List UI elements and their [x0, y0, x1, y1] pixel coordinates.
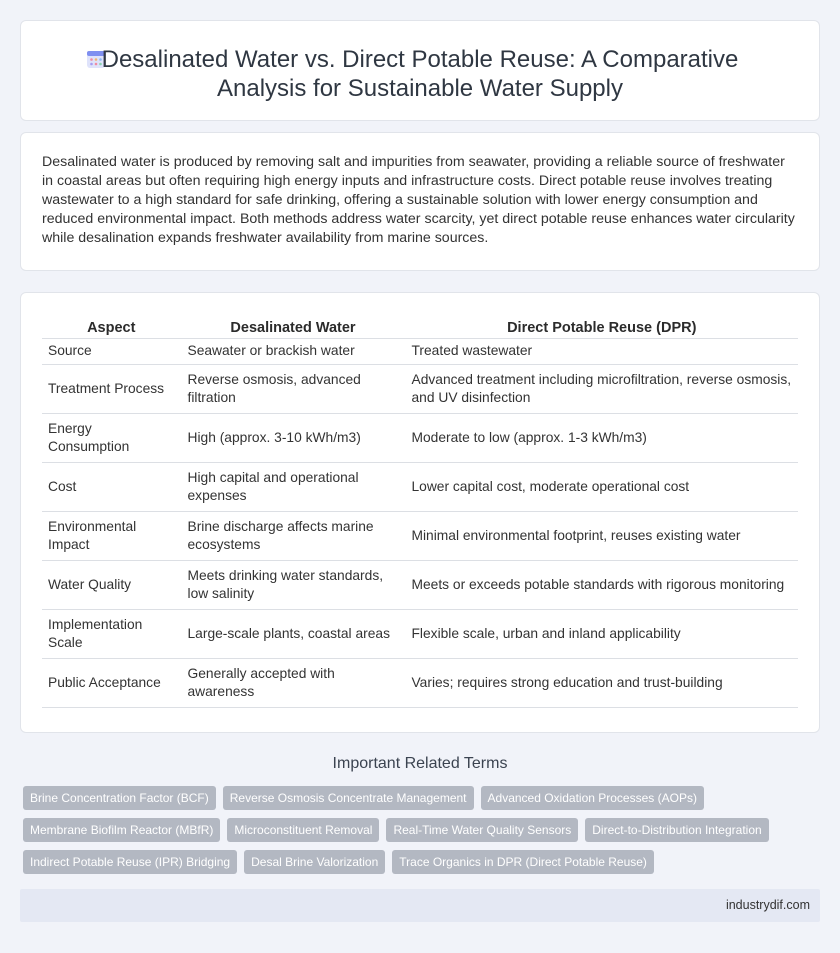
table-cell: High capital and operational expenses [181, 462, 405, 511]
related-term-tag[interactable]: Microconstituent Removal [227, 818, 379, 842]
table-row [42, 338, 798, 364]
table-cell: Treated wastewater [405, 338, 798, 364]
table-cell: High (approx. 3-10 kWh/m3) [181, 413, 405, 462]
table-row [42, 462, 798, 511]
related-term-tag[interactable]: Real-Time Water Quality Sensors [386, 818, 578, 842]
table-row [42, 364, 798, 413]
table-cell: Public Acceptance [42, 658, 181, 707]
table-cell: Seawater or brackish water [181, 338, 405, 364]
comparison-card [20, 292, 820, 733]
table-row [42, 560, 798, 609]
table-cell: Reverse osmosis, advanced filtration [181, 364, 405, 413]
column-header: Aspect [42, 315, 181, 338]
table-cell: Minimal environmental footprint, reuses existing water [405, 511, 798, 560]
table-cell: Water Quality [42, 560, 181, 609]
related-term-tag[interactable]: Advanced Oxidation Processes (AOPs) [481, 786, 704, 810]
tag-row [23, 850, 803, 874]
table-cell: Implementation Scale [42, 609, 181, 658]
table-row [42, 609, 798, 658]
table-cell: Large-scale plants, coastal areas [181, 609, 405, 658]
table-cell: Flexible scale, urban and inland applicability [405, 609, 798, 658]
related-terms-heading: Important Related Terms [332, 755, 508, 772]
table-row [42, 658, 798, 707]
related-term-tag[interactable]: Reverse Osmosis Concentrate Management [223, 786, 474, 810]
table-cell: Environmental Impact [42, 511, 181, 560]
page-title: Desalinated Water vs. Direct Potable Reuse: A Comparative Analysis for Sustainable Water Supply [101, 46, 739, 102]
table-cell: Meets or exceeds potable standards with rigorous monitoring [405, 560, 798, 609]
comparison-table [42, 315, 798, 708]
footer [20, 889, 820, 922]
table-header-row [42, 315, 798, 338]
table-cell: Lower capital cost, moderate operational cost [405, 462, 798, 511]
intro-paragraph: Desalinated water is produced by removing salt and impurities from seawater, providing a reliable source of freshwater in coastal areas but often requiring high energy inputs and infrastructure costs. Direct potable reuse involves treating wastewater to a high standard for safe drinking, offering a sustainable solution with lower energy consumption and reduced environmental impact. Both methods address water scarcity, yet direct potable reuse enhances water circularity while desalination expands freshwater availability from marine sources. [42, 154, 795, 246]
related-term-tag[interactable]: Desal Brine Valorization [244, 850, 385, 874]
title-card [20, 20, 820, 121]
tag-row [23, 818, 803, 842]
table-cell: Advanced treatment including microfiltration, reverse osmosis, and UV disinfection [405, 364, 798, 413]
table-row [42, 413, 798, 462]
table-cell: Treatment Process [42, 364, 181, 413]
related-terms-list [23, 786, 803, 882]
table-cell: Brine discharge affects marine ecosystems [181, 511, 405, 560]
intro-card [20, 132, 820, 271]
table-cell: Generally accepted with awareness [181, 658, 405, 707]
related-term-tag[interactable]: Direct-to-Distribution Integration [585, 818, 768, 842]
column-header: Desalinated Water [181, 315, 405, 338]
related-term-tag[interactable]: Brine Concentration Factor (BCF) [23, 786, 216, 810]
table-cell: Energy Consumption [42, 413, 181, 462]
table-cell: Meets drinking water standards, low salinity [181, 560, 405, 609]
table-row [42, 511, 798, 560]
table-cell: Cost [42, 462, 181, 511]
table-cell: Varies; requires strong education and trust-building [405, 658, 798, 707]
tag-row [23, 786, 803, 810]
related-term-tag[interactable]: Membrane Biofilm Reactor (MBfR) [23, 818, 220, 842]
related-term-tag[interactable]: Indirect Potable Reuse (IPR) Bridging [23, 850, 237, 874]
column-header: Direct Potable Reuse (DPR) [405, 315, 798, 338]
footer-site-link[interactable]: industrydif.com [725, 898, 810, 912]
table-cell: Moderate to low (approx. 1-3 kWh/m3) [405, 413, 798, 462]
table-cell: Source [42, 338, 181, 364]
related-term-tag[interactable]: Trace Organics in DPR (Direct Potable Reuse) [392, 850, 654, 874]
